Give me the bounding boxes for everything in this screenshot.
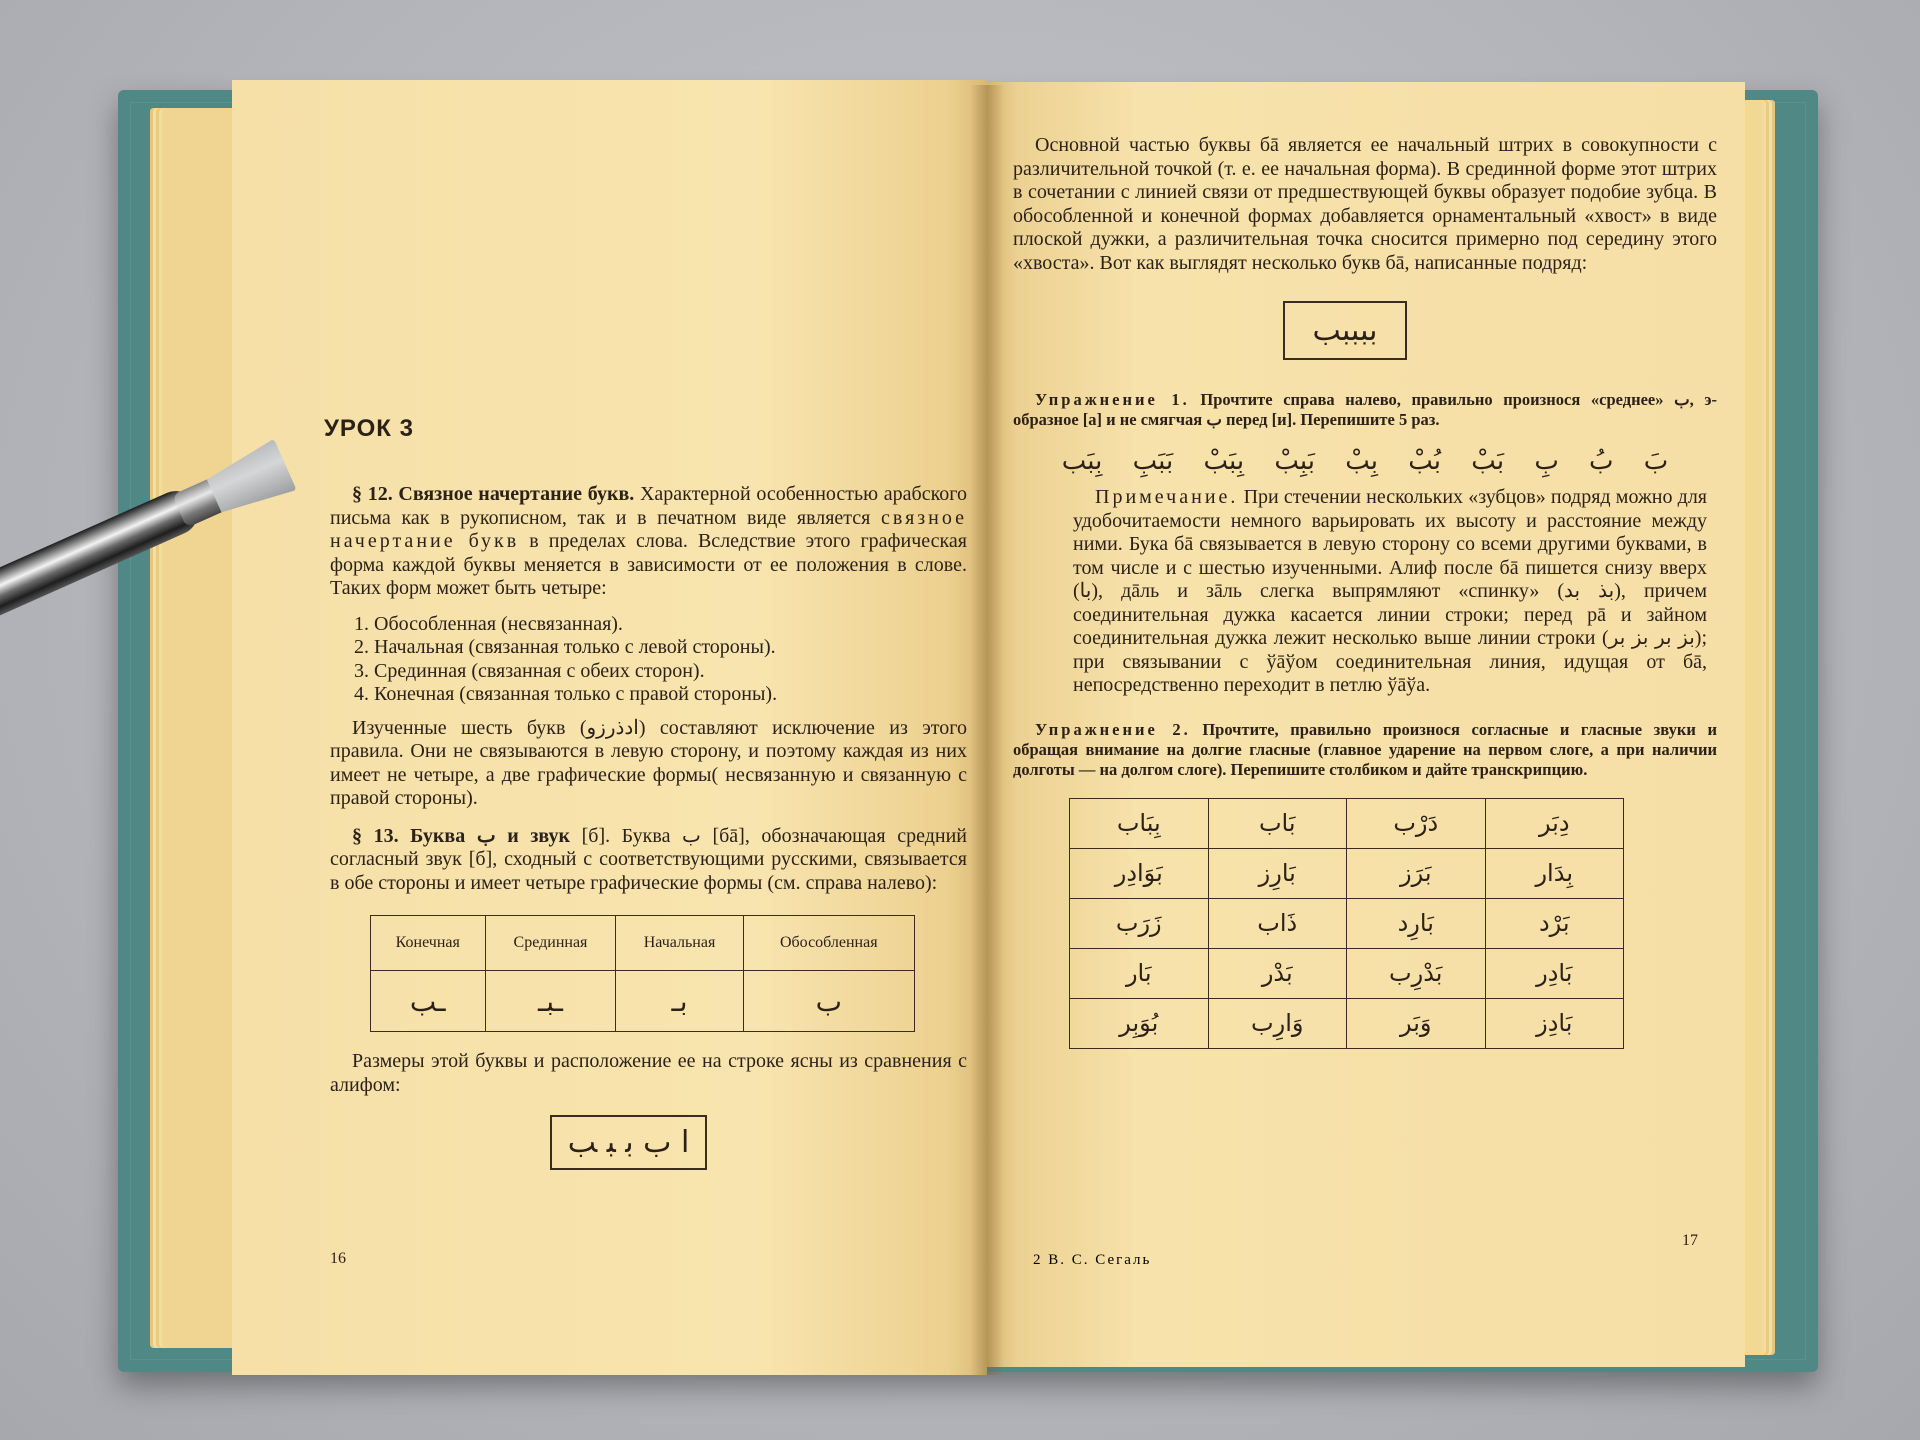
size-paragraph: Размеры этой буквы и расположение ее на строке ясны из сравнения с алифом: bbox=[330, 1050, 967, 1096]
table-cell: ب bbox=[743, 971, 914, 1032]
exercise-1-arabic: بَ بُ بِ بَبْ بُبْ بِبْ بَبِبْ بِبَبْ بَبَبِ بِبَب bbox=[1061, 446, 1669, 476]
table-cell: وَبَر bbox=[1347, 998, 1486, 1048]
exceptions-paragraph: Изученные шесть букв (ادذرزو) составляют исключение из этого правила. Они не связываются в левую сторону, и поэтому каждая из них имеет не четыре, а две графические формы( несвязанную и связанную с правой стороны). bbox=[330, 716, 967, 809]
table-cell: بَرَز bbox=[1347, 848, 1486, 898]
table-cell: دِبَر bbox=[1485, 798, 1624, 848]
exercise-1-label: Упражнение 1. bbox=[1035, 390, 1190, 409]
table-cell: بَوَادِر bbox=[1070, 848, 1209, 898]
table-cell: بَار bbox=[1070, 948, 1209, 998]
note-paragraph: Примечание. При стечении нескольких «зубцов» подряд можно для удобочитаемости немного варьировать их высоту и расстояние между ними. Бука бā связывается в левую сторону со всеми другими буквами, в том числе и с шестью изученными. Алиф после бā пишется снизу вверх (با), дāль и зāль слегка выпрямляют «спинку» (بذ بد), причем соединительная дужка касается линии строки; перед рā и зайном соединительная дужка лежит несколько выше линии строки (بز بر بز بر); при связывании с ўāўом соединительная линия, идущая от бā, непосредственно переходит в петлю ўāўа. bbox=[1073, 486, 1707, 696]
several-ba-wrap bbox=[1013, 301, 1717, 360]
table-cell: بَادِز bbox=[1485, 998, 1624, 1048]
section-13-paragraph: § 13. Буква ب и звук [б]. Буква ب [бā], обозначающая средний согласный звук [б], сходный с соответствующими русскими, связывается в обе стороны и имеет четыре графические формы (см. справа налево): bbox=[330, 824, 967, 894]
section-12-paragraph: § 12. Связное начертание букв. Характерной особенностью арабского письма как в рукописном, так и в печатном виде является связное начертание букв в пределах слова. Вследствие этого графическая форма каждой буквы меняется в зависимости от ее положения в слове. Таких форм может быть четыре: bbox=[330, 483, 968, 599]
letter-forms-table bbox=[370, 915, 915, 1032]
table-cell: بِدَار bbox=[1485, 848, 1624, 898]
table-header: Конечная bbox=[371, 916, 486, 971]
table-row bbox=[1070, 948, 1624, 998]
exercise-1: Упражнение 1. Прочтите справа налево, правильно произнося «среднее» ب, э-образное [а] и не смягчая ب перед [и]. Перепишите 5 раз. bbox=[1013, 390, 1717, 429]
table-header: Срединная bbox=[485, 916, 616, 971]
table-cell: بِبَاب bbox=[1070, 798, 1209, 848]
list-item: 1. Обособленная (несвязанная). bbox=[354, 612, 623, 635]
table-row bbox=[1070, 898, 1624, 948]
table-cell: بَادِر bbox=[1485, 948, 1624, 998]
table-cell: ذَاب bbox=[1208, 898, 1347, 948]
list-item: 3. Срединная (связанная с обеих сторон). bbox=[354, 659, 705, 682]
table-cell: دَرْب bbox=[1347, 798, 1486, 848]
section-12-heading: § 12. Связное начертание букв. bbox=[352, 483, 635, 505]
table-row bbox=[1070, 798, 1624, 848]
table-header: Обособленная bbox=[743, 916, 914, 971]
intro-paragraph: Основной частью буквы бā является ее начальный штрих в совокупности с различительной точкой (т. е. ее начальная форма). В срединной форме этот штрих в сочетании с линией связи от предшествующей буквы образует подобие зубца. В обособленной и конечной формах добавляется орнаментальный «хвост» в виде плоской дужки, а различительная точка сносится примерно под середину этого «хвоста». Вот как выглядят несколько букв бā, написанные подряд: bbox=[1013, 134, 1717, 274]
table-cell: زَرَب bbox=[1070, 898, 1209, 948]
table-cell: بَدْر bbox=[1208, 948, 1347, 998]
table-cell: بـ bbox=[616, 971, 743, 1032]
table-cell: ـب bbox=[371, 971, 486, 1032]
table-cell: وَارِب bbox=[1208, 998, 1347, 1048]
forms-list bbox=[354, 613, 967, 707]
table-cell: ـبـ bbox=[485, 971, 616, 1032]
book-spine-shadow bbox=[970, 85, 1004, 1375]
list-item: 2. Начальная (связанная только с левой стороны). bbox=[354, 636, 776, 658]
section-13-heading: § 13. Буква ب и звук bbox=[352, 824, 571, 847]
table-header: Начальная bbox=[616, 916, 743, 971]
table-cell: بَارِز bbox=[1208, 848, 1347, 898]
words-table bbox=[1069, 798, 1624, 1049]
table-row bbox=[1070, 998, 1624, 1048]
list-item: 4. Конечная (связанная только с правой стороны). bbox=[354, 683, 778, 705]
table-cell: بَاب bbox=[1208, 798, 1347, 848]
footer-signature: 2 В. С. Сегаль bbox=[1033, 1252, 1152, 1268]
several-ba-box: ببببب bbox=[1283, 301, 1408, 360]
alif-compare-wrap bbox=[330, 1115, 967, 1170]
exercise-2: Упражнение 2. Прочтите, правильно произнося согласные и гласные звуки и обращая внимание на долгие гласные (главное ударение на первом слоге, а при наличии долготы — на долгом слоге). Перепишите столбиком и дайте транскрипцию. bbox=[1013, 719, 1717, 779]
note-label: Примечание. bbox=[1095, 486, 1239, 508]
alif-compare-box: ا ب ﺑ ﺒ ﺐ bbox=[550, 1115, 708, 1170]
right-page bbox=[987, 82, 1745, 1367]
left-page bbox=[232, 80, 987, 1375]
table-cell: بَدْرِب bbox=[1347, 948, 1486, 998]
exercise-2-label: Упражнение 2. bbox=[1035, 719, 1191, 739]
table-cell: بُوَبِر bbox=[1070, 998, 1209, 1048]
page-number-left: 16 bbox=[330, 1250, 346, 1267]
lesson-title: УРОК 3 bbox=[324, 415, 414, 442]
page-number-right: 17 bbox=[1682, 1232, 1698, 1249]
table-cell: بَارِد bbox=[1347, 898, 1486, 948]
table-cell: بَرْد bbox=[1485, 898, 1624, 948]
table-row bbox=[1070, 848, 1624, 898]
